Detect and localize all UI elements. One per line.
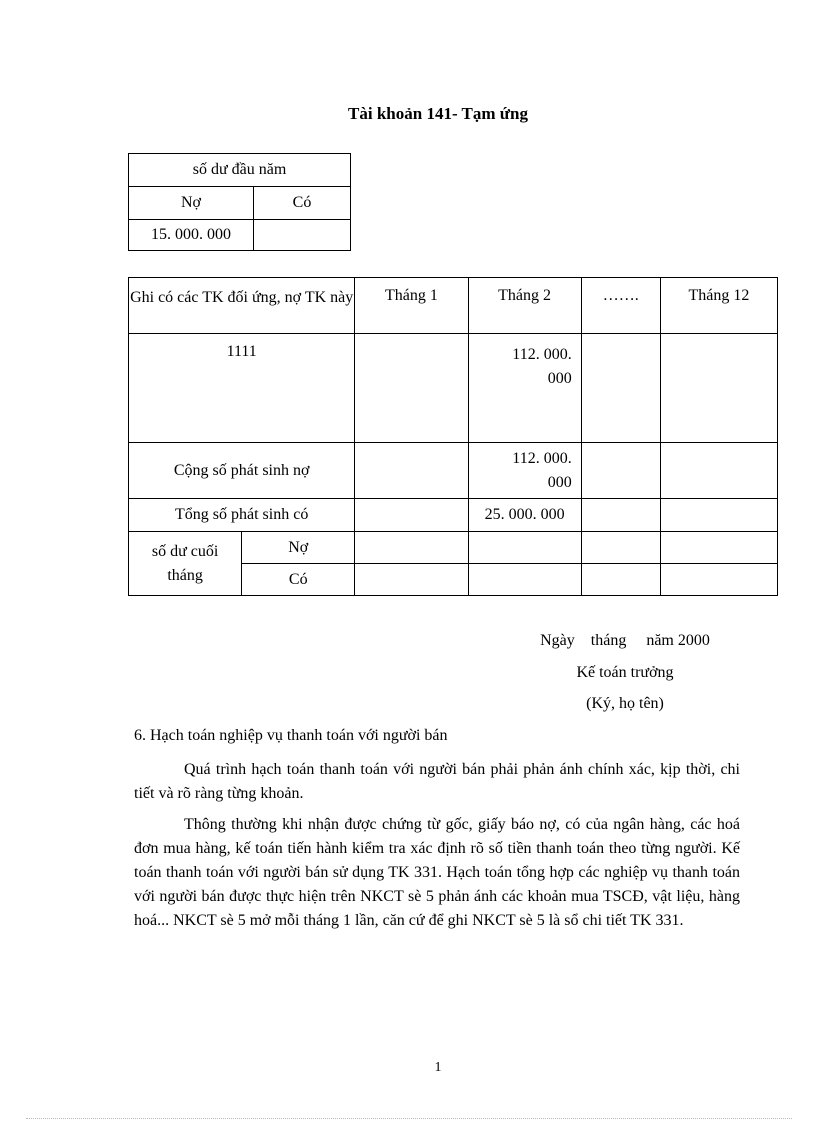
ledger-cell <box>581 334 660 443</box>
page-title: Tài khoản 141- Tạm ứng <box>348 104 528 123</box>
ledger-cell <box>468 532 581 564</box>
month-header: Tháng 1 <box>355 278 468 334</box>
closing-debit-label: Nợ <box>242 532 355 564</box>
opening-balance-header: số dư đầu năm <box>129 154 351 187</box>
ledger-cell <box>581 532 660 564</box>
paragraph-1: Quá trình hạch toán thanh toán với người bán phải phản ánh chính xác, kịp thời, chi tiết và rõ ràng từng khoản. <box>134 761 740 802</box>
ledger-cell <box>581 564 660 596</box>
ledger-cell <box>355 334 468 443</box>
debit-label: Nợ <box>129 187 254 220</box>
ledger-cell <box>355 499 468 532</box>
page-number: 1 <box>434 1060 442 1075</box>
month-header: ……. <box>581 278 660 334</box>
ledger-cell <box>468 564 581 596</box>
ledger-cell <box>660 499 777 532</box>
ledger-cell <box>660 564 777 596</box>
month-header: Tháng 2 <box>468 278 581 334</box>
ledger-table <box>128 277 778 596</box>
closing-credit-label: Có <box>242 564 355 596</box>
signature-date: Ngày tháng năm 2000 <box>540 632 710 649</box>
credit-label: Có <box>254 187 351 220</box>
closing-balance-label: số dư cuối tháng <box>129 532 242 596</box>
ledger-cell <box>660 443 777 499</box>
opening-debit-value: 15. 000. 000 <box>129 220 254 251</box>
ledger-cell <box>581 499 660 532</box>
month-header: Tháng 12 <box>660 278 777 334</box>
total-credit-month2-value: 25. 000. 000 <box>468 499 581 532</box>
signature-role: Kế toán trưởng <box>576 664 674 681</box>
signature-note: (Ký, họ tên) <box>586 695 664 712</box>
total-debit-label: Cộng số phát sinh nợ <box>129 443 355 499</box>
paragraph-2: Thông thường khi nhận được chứng từ gốc, giấy báo nợ, có của ngân hàng, các hoá đơn mua hàng, kế toán tiến hành kiểm tra xác định rõ số tiền thanh toán theo từng người. Kế toán thanh toán với người bán sử dụng TK 331. Hạch toán tổng hợp các nghiệp vụ thanh toán với người bán được thực hiện trên NKCT sè 5 phản ánh các khoản mua TSCĐ, vật liệu, hàng hoá... NKCT sè 5 mở mỗi tháng 1 lần, căn cứ để ghi NKCT sè 5 là sổ chi tiết TK 331. <box>134 816 740 929</box>
account-month2-value: 112. 000. 000 <box>468 334 581 443</box>
page-divider <box>26 1118 792 1119</box>
ledger-cell <box>355 532 468 564</box>
ledger-column-header: Ghi có các TK đối ứng, nợ TK này <box>129 278 355 334</box>
ledger-cell <box>355 564 468 596</box>
total-credit-label: Tổng số phát sinh có <box>129 499 355 532</box>
account-code: 1111 <box>129 334 355 443</box>
opening-credit-value <box>254 220 351 251</box>
opening-balance-table <box>128 153 351 251</box>
ledger-cell <box>355 443 468 499</box>
ledger-cell <box>581 443 660 499</box>
ledger-cell <box>660 334 777 443</box>
total-debit-month2-value: 112. 000. 000 <box>468 443 581 499</box>
section-heading: 6. Hạch toán nghiệp vụ thanh toán với người bán <box>134 727 448 744</box>
ledger-cell <box>660 532 777 564</box>
